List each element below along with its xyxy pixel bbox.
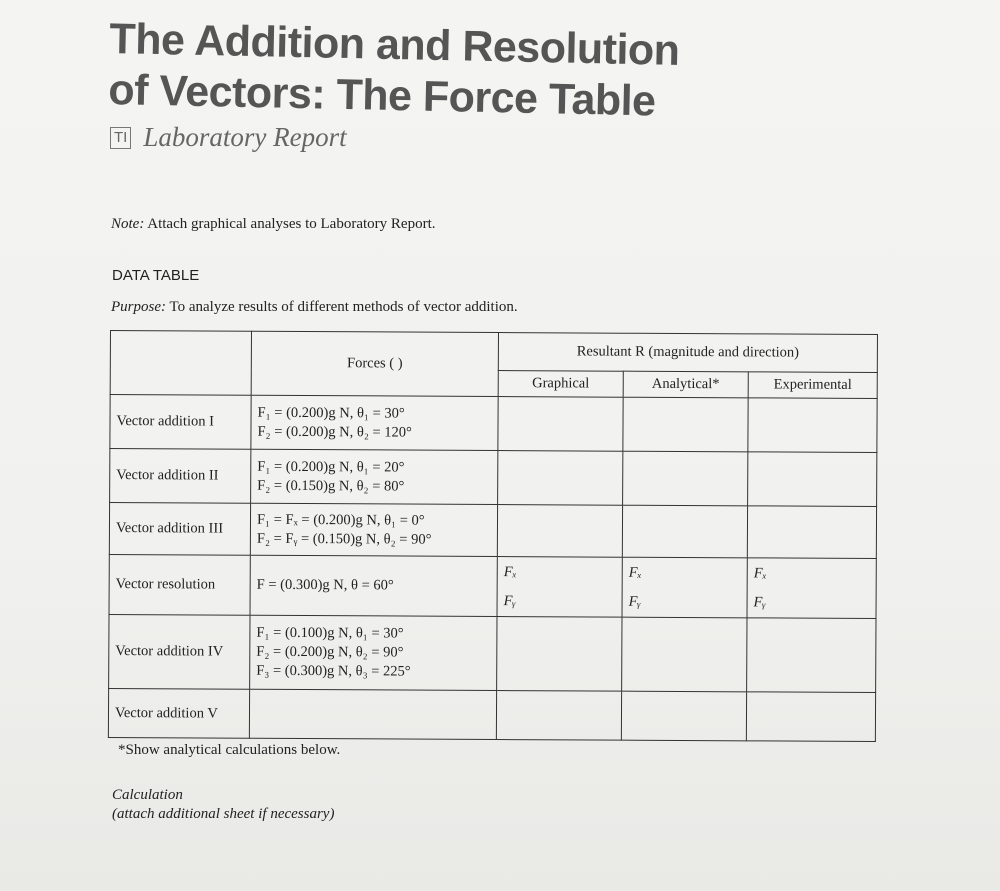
col-experimental: Experimental <box>748 372 877 399</box>
table-row <box>109 503 876 559</box>
row-label: Vector resolution <box>109 554 250 615</box>
table-row <box>109 614 876 692</box>
forces-cell <box>250 615 497 690</box>
table-row <box>110 395 877 453</box>
row-label: Vector addition III <box>109 503 250 556</box>
analytical-cell[interactable] <box>622 617 747 692</box>
calculation-note: (attach additional sheet if necessary) <box>112 806 335 822</box>
note <box>111 216 435 233</box>
report-subtitle <box>110 122 347 153</box>
purpose-text: To analyze results of different methods of vector addition. <box>166 299 518 315</box>
forces-cell <box>251 449 498 504</box>
fy-label: Fᵧ <box>628 593 641 610</box>
graphical-cell[interactable] <box>496 691 621 741</box>
force-line: F₁ = Fₓ = (0.200)g N, θ₁ = 0° <box>256 511 425 529</box>
experimental-cell[interactable] <box>748 452 877 507</box>
fx-label: Fₓ <box>503 563 517 580</box>
note-text: Attach graphical analyses to Laboratory Report. <box>144 216 436 232</box>
force-line: F₁ = (0.100)g N, θ₁ = 30° <box>256 624 404 642</box>
force-line: F₂ = (0.200)g N, θ₂ = 120° <box>257 423 412 441</box>
fy-label: Fᵧ <box>503 592 516 609</box>
graphical-cell[interactable] <box>497 557 622 618</box>
force-line: F₁ = (0.200)g N, θ₁ = 30° <box>257 404 405 422</box>
analytical-cell[interactable] <box>623 451 748 506</box>
analytical-cell[interactable] <box>621 691 746 741</box>
col-analytical: Analytical* <box>623 371 748 398</box>
fy-label: Fᵧ <box>753 593 766 610</box>
data-table <box>108 330 878 742</box>
forces-cell <box>250 555 497 616</box>
footnote: *Show analytical calculations below. <box>118 742 341 758</box>
force-line: F₂ = (0.200)g N, θ₂ = 90° <box>256 643 404 661</box>
row-label: Vector addition II <box>110 449 251 504</box>
experimental-cell[interactable] <box>748 398 877 453</box>
purpose <box>111 299 518 316</box>
forces-cell <box>250 503 497 556</box>
purpose-label: Purpose: <box>111 299 166 315</box>
forces-cell <box>251 395 498 450</box>
fx-label: Fₓ <box>753 564 767 581</box>
row-label: Vector addition I <box>110 395 251 450</box>
analytical-cell[interactable] <box>622 505 747 558</box>
title-line-1: The Addition and Resolution <box>108 14 680 75</box>
row-label: Vector addition V <box>108 688 249 738</box>
forces-cell[interactable] <box>249 689 496 739</box>
resultant-header: Resultant R (magnitude and direction) <box>498 333 877 373</box>
calculation-section <box>112 786 334 824</box>
col-graphical: Graphical <box>498 371 623 398</box>
graphical-cell[interactable] <box>497 505 622 558</box>
experimental-cell[interactable] <box>747 558 876 619</box>
header-empty <box>110 331 251 396</box>
graphical-cell[interactable] <box>497 617 622 692</box>
row-label: Vector addition IV <box>109 614 250 689</box>
graphical-cell[interactable] <box>498 397 623 452</box>
analytical-cell[interactable] <box>622 557 747 618</box>
note-label: Note: <box>111 216 145 232</box>
subtitle: Laboratory Report <box>143 122 347 152</box>
table-row <box>108 688 875 741</box>
force-line: F₂ = (0.150)g N, θ₂ = 80° <box>257 477 405 495</box>
experimental-cell[interactable] <box>746 692 875 742</box>
force-line: F₂ = Fᵧ = (0.150)g N, θ₂ = 90° <box>256 530 432 548</box>
graphical-cell[interactable] <box>498 451 623 506</box>
fx-label: Fₓ <box>628 564 642 581</box>
experimental-cell[interactable] <box>747 506 876 559</box>
title-line-2: of Vectors: The Force Table <box>107 65 657 126</box>
ti-badge-icon: TI <box>110 127 131 149</box>
force-line: F₁ = (0.200)g N, θ₁ = 20° <box>257 458 405 476</box>
force-line: F = (0.300)g N, θ = 60° <box>256 576 394 594</box>
experimental-cell[interactable] <box>747 618 876 693</box>
forces-header: Forces ( ) <box>251 331 498 396</box>
analytical-cell[interactable] <box>623 397 748 452</box>
force-line: F₃ = (0.300)g N, θ₃ = 225° <box>256 662 411 680</box>
table-row <box>110 449 877 507</box>
data-table-heading: DATA TABLE <box>112 267 200 284</box>
table-row <box>109 554 876 618</box>
page-title <box>108 14 680 128</box>
calculation-title: Calculation <box>112 787 183 803</box>
